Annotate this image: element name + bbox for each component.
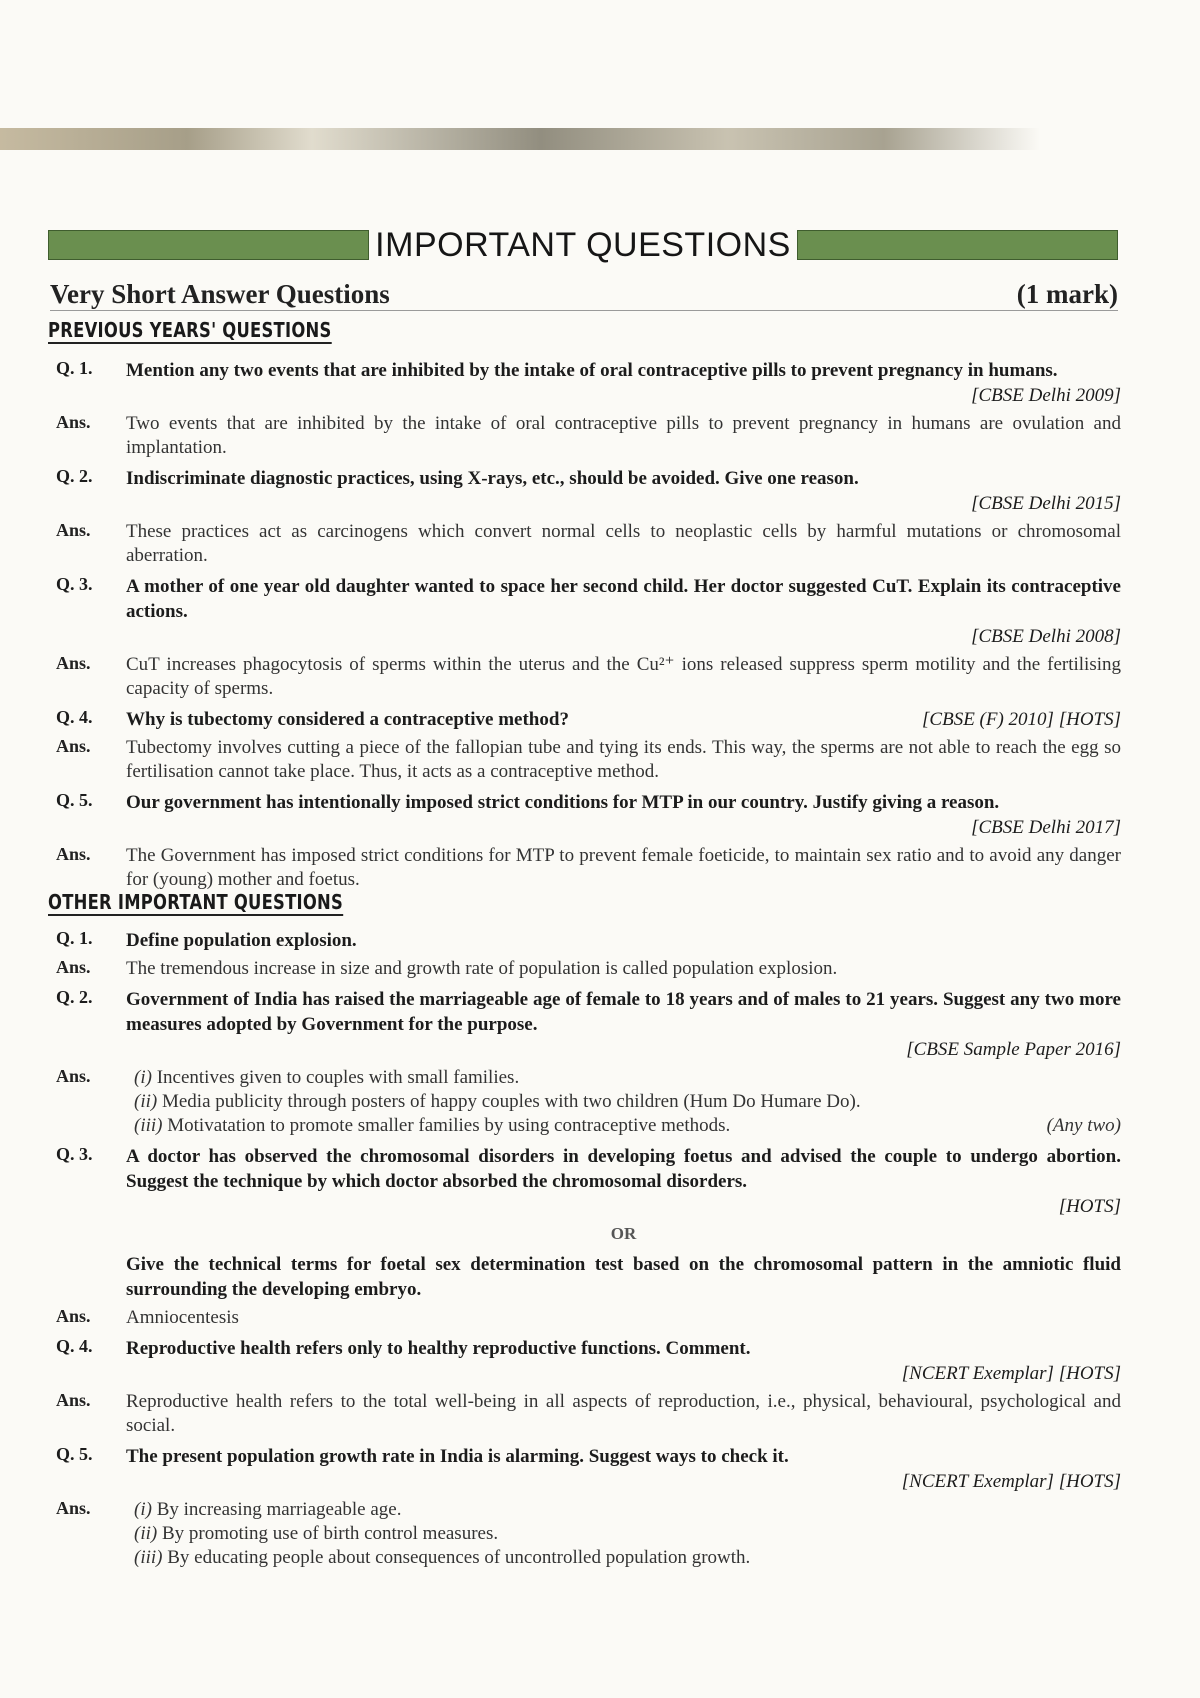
answer-row	[56, 653, 1121, 701]
answer-label: Ans.	[56, 1306, 91, 1326]
section-label-other: OTHER IMPORTANT QUESTIONS	[48, 890, 344, 914]
question-row	[56, 707, 1121, 732]
question-source: [NCERT Exemplar] [HOTS]	[901, 1363, 1121, 1384]
answer-point	[126, 1114, 1121, 1138]
question-source: [CBSE (F) 2010] [HOTS]	[922, 709, 1121, 730]
scan-edge-band	[0, 128, 1040, 150]
any-two-note: (Any two)	[1046, 1115, 1121, 1136]
question-source: [CBSE Delhi 2008]	[971, 626, 1121, 647]
question-label: Q. 1.	[56, 358, 93, 378]
answer-row	[56, 736, 1121, 784]
point-number: (iii)	[134, 1115, 163, 1136]
answer-text: Tubectomy involves cutting a piece of the fallopian tube and tying its ends. This way, the sperms are not able to reach the egg so fertilisation cannot take place. Thus, it acts as a contraceptive method.	[126, 737, 1121, 782]
question-alt-body: Give the technical terms for foetal sex determination test based on the chromosomal pattern in the amniotic fluid surrounding the developing embryo.	[126, 1254, 1121, 1300]
question-body: Government of India has raised the marriageable age of female to 18 years and of males to 21 years. Suggest any two more measures adopted by Government for the purpose.	[126, 989, 1121, 1035]
section-label-previous-years: PREVIOUS YEARS' QUESTIONS	[48, 318, 332, 342]
answer-text: These practices act as carcinogens which convert normal cells to neoplastic cells by harmful mutations or chromosomal aberration.	[126, 521, 1121, 566]
point-text: By promoting use of birth control measures.	[161, 1523, 499, 1544]
question-body: Why is tubectomy considered a contraceptive method?	[126, 709, 569, 730]
question-label: Q. 5.	[56, 1444, 93, 1464]
answer-label: Ans.	[56, 844, 91, 864]
question-row	[56, 1444, 1121, 1494]
point-number: (iii)	[134, 1547, 163, 1568]
question-row	[56, 928, 1121, 953]
answer-label: Ans.	[56, 1390, 91, 1410]
banner-bar-right	[797, 230, 1118, 260]
question-row	[56, 790, 1121, 840]
answer-text: CuT increases phagocytosis of sperms within the uterus and the Cu²⁺ ions released suppress sperm motility and the fertilising capacity of sperms.	[126, 654, 1121, 699]
question-text	[126, 466, 1121, 516]
question-source: [HOTS]	[1058, 1196, 1121, 1217]
question-row	[56, 574, 1121, 649]
question-text: Define population explosion.	[126, 930, 357, 951]
question-row	[56, 1144, 1121, 1302]
point-text: Incentives given to couples with small families.	[156, 1067, 520, 1088]
question-row	[56, 987, 1121, 1062]
answer-label: Ans.	[56, 957, 91, 977]
question-label: Q. 2.	[56, 987, 93, 1007]
question-text	[126, 790, 1121, 840]
point-text: By increasing marriageable age.	[156, 1499, 402, 1520]
point-text: Motivatation to promote smaller families by using contraceptive methods.	[167, 1115, 731, 1136]
question-text	[126, 1144, 1121, 1302]
question-label: Q. 5.	[56, 790, 93, 810]
answer-point	[126, 1090, 1121, 1114]
or-divider: OR	[610, 1224, 637, 1243]
question-source: [CBSE Delhi 2009]	[971, 385, 1121, 406]
section1-list	[56, 358, 1121, 896]
subheading-marks: (1 mark)	[1016, 279, 1118, 309]
question-label: Q. 4.	[56, 707, 93, 727]
question-text	[126, 574, 1121, 649]
answer-points	[126, 1066, 1121, 1138]
answer-point	[126, 1546, 1121, 1570]
question-label: Q. 1.	[56, 928, 93, 948]
answer-text: The Government has imposed strict conditions for MTP to prevent female foeticide, to maintain sex ratio and to avoid any danger for (young) mother and foetus.	[126, 845, 1121, 890]
section-banner	[48, 222, 1118, 268]
question-label: Q. 2.	[56, 466, 93, 486]
answer-point	[126, 1066, 1121, 1090]
question-label: Q. 3.	[56, 574, 93, 594]
banner-bar-left	[48, 230, 369, 260]
answer-points	[126, 1498, 1121, 1570]
question-body: Reproductive health refers only to healthy reproductive functions. Comment.	[126, 1338, 751, 1359]
answer-row	[56, 957, 1121, 981]
answer-label: Ans.	[56, 1498, 91, 1518]
question-text	[126, 987, 1121, 1062]
subheading	[50, 274, 1118, 311]
answer-label: Ans.	[56, 412, 91, 432]
answer-row	[56, 1066, 1121, 1138]
subheading-left: Very Short Answer Questions	[50, 279, 390, 309]
answer-label: Ans.	[56, 1066, 91, 1086]
question-text	[126, 1336, 1121, 1386]
answer-text: The tremendous increase in size and growth rate of population is called population explosion.	[126, 958, 838, 979]
question-row	[56, 358, 1121, 408]
question-row	[56, 466, 1121, 516]
answer-point	[126, 1498, 1121, 1522]
question-label: Q. 3.	[56, 1144, 93, 1164]
question-label: Q. 4.	[56, 1336, 93, 1356]
point-text: By educating people about consequences of uncontrolled population growth.	[167, 1547, 751, 1568]
question-row	[56, 1336, 1121, 1386]
question-source: [CBSE Sample Paper 2016]	[906, 1039, 1121, 1060]
answer-row	[56, 1306, 1121, 1330]
answer-label: Ans.	[56, 520, 91, 540]
question-text	[126, 1444, 1121, 1494]
point-text: Media publicity through posters of happy couples with two children (Hum Do Humare Do).	[161, 1091, 861, 1112]
point-number: (ii)	[134, 1523, 158, 1544]
banner-title: IMPORTANT QUESTIONS	[375, 225, 791, 264]
answer-row	[56, 1390, 1121, 1438]
question-body: Mention any two events that are inhibited by the intake of oral contraceptive pills to prevent pregnancy in humans.	[126, 360, 1058, 381]
point-number: (i)	[134, 1067, 152, 1088]
answer-row	[56, 1498, 1121, 1570]
answer-label: Ans.	[56, 736, 91, 756]
question-source: [CBSE Delhi 2017]	[971, 817, 1121, 838]
question-body: The present population growth rate in India is alarming. Suggest ways to check it.	[126, 1446, 789, 1467]
answer-text: Amniocentesis	[126, 1307, 239, 1328]
question-source: [NCERT Exemplar] [HOTS]	[901, 1471, 1121, 1492]
question-source: [CBSE Delhi 2015]	[971, 493, 1121, 514]
answer-row	[56, 520, 1121, 568]
answer-text: Two events that are inhibited by the intake of oral contraceptive pills to prevent pregnancy in humans are ovulation and implantation.	[126, 413, 1121, 458]
answer-point	[126, 1522, 1121, 1546]
question-text	[126, 707, 1121, 732]
question-body: A doctor has observed the chromosomal disorders in developing foetus and advised the couple to undergo abortion. Suggest the technique by which doctor absorbed the chromosomal disorders.	[126, 1146, 1121, 1192]
answer-row	[56, 844, 1121, 892]
question-body: Our government has intentionally imposed strict conditions for MTP in our country. Justify giving a reason.	[126, 792, 1000, 813]
question-text	[126, 358, 1121, 408]
answer-text: Reproductive health refers to the total well-being in all aspects of reproduction, i.e., physical, behavioural, psychological and social.	[126, 1391, 1121, 1436]
answer-label: Ans.	[56, 653, 91, 673]
section2-list	[56, 928, 1121, 1574]
question-body: Indiscriminate diagnostic practices, using X-rays, etc., should be avoided. Give one reason.	[126, 468, 859, 489]
answer-row	[56, 412, 1121, 460]
point-number: (i)	[134, 1499, 152, 1520]
point-number: (ii)	[134, 1091, 158, 1112]
question-body: A mother of one year old daughter wanted to space her second child. Her doctor suggested CuT. Explain its contraceptive actions.	[126, 576, 1121, 622]
